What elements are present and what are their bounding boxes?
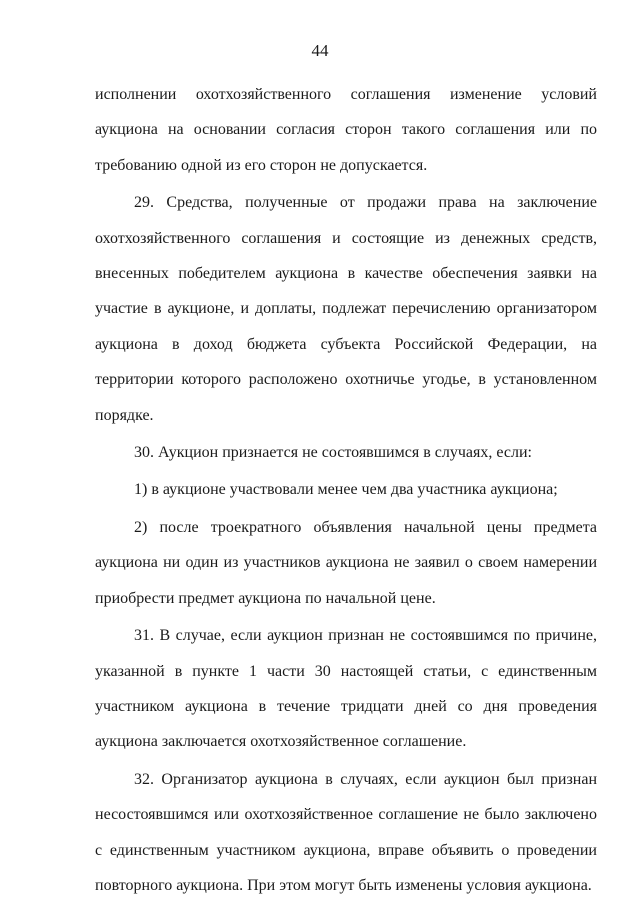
paragraph-item-30-1: 1) в аукционе участвовали менее чем два участника аукциона; xyxy=(134,481,558,499)
document-body xyxy=(95,77,597,903)
paragraph-item-30: 30. Аукцион признается не состоявшимся в случаях, если: xyxy=(134,444,532,462)
paragraph-item-31: 31. В случае, если аукцион признан не состоявшимся по причине, указанной в пункте 1 части 30 настоящей статьи, с единственным участником аукциона в течение тридцати дней со дня проведения аукциона заключается охотхозяйственное соглашение. xyxy=(95,627,597,751)
paragraph-item-30-2: 2) после троекратного объявления начальной цены предмета аукциона ни один из участников аукциона не заявил о своем намерении приобрести предмет аукциона по начальной цене. xyxy=(95,518,597,607)
paragraph-item-32: 32. Организатор аукциона в случаях, если аукцион был признан несостоявшимся или охотхозяйственное соглашение не было заключено с единственным участником аукциона, вправе объявить о проведении повторного аукциона. При этом могут быть изменены условия аукциона. xyxy=(95,770,597,894)
paragraph-item-29: 29. Средства, полученные от продажи права на заключение охотхозяйственного соглашения и состоящие из денежных средств, внесенных победителем аукциона в качестве обеспечения заявки на участие в аукционе, и доплаты, подлежат перечислению организатором аукциона в доход бюджета субъекта Российской Федерации, на территории которого расположено охотничье угодье, в установленном порядке. xyxy=(95,194,597,424)
paragraph-continuation: исполнении охотхозяйственного соглашения изменение условий аукциона на основании согласия сторон такого соглашения или по требованию одной из его сторон не допускается. xyxy=(95,86,597,174)
page-number: 44 xyxy=(311,41,329,60)
